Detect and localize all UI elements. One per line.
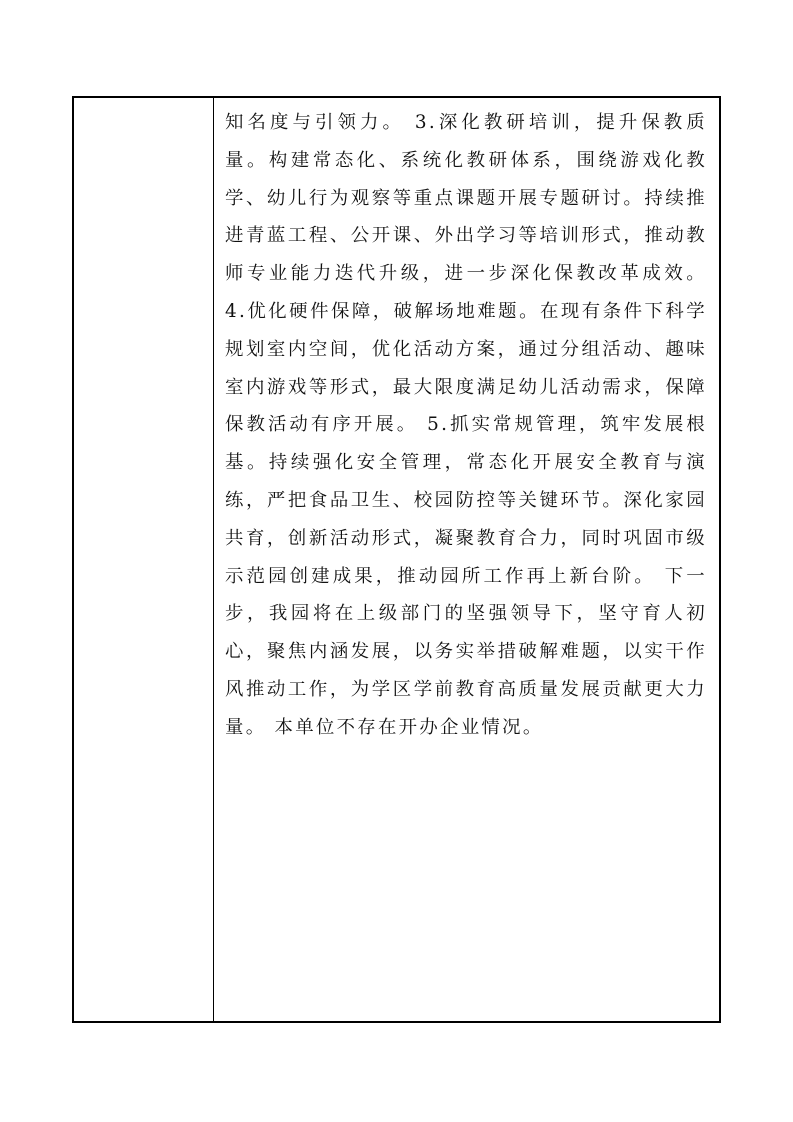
table-content-cell (214, 98, 719, 1021)
table-left-cell (74, 98, 214, 1021)
body-paragraph: 知名度与引领力。 3.深化教研培训，提升保教质量。构建常态化、系统化教研体系，围绕游戏化教学、幼儿行为观察等重点课题开展专题研讨。持续推进青蓝工程、公开课、外出学习等培训形式，推动教师专业能力迭代升级，进一步深化保教改革成效。 4.优化硬件保障，破解场地难题。在现有条件下科学规划室内空间，优化活动方案，通过分组活动、趣味室内游戏等形式，最大限度满足幼儿活动需求，保障保教活动有序开展。 5.抓实常规管理，筑牢发展根基。持续强化安全管理，常态化开展安全教育与演练，严把食品卫生、校园防控等关键环节。深化家园共育，创新活动形式，凝聚教育合力，同时巩固市级示范园创建成果，推动园所工作再上新台阶。 下一步，我园将在上级部门的坚强领导下，坚守育人初心，聚焦内涵发展，以务实举措破解难题，以实干作风推动工作，为学区学前教育高质量发展贡献更大力量。 本单位不存在开办企业情况。 (225, 112, 707, 738)
document-table (72, 96, 721, 1023)
